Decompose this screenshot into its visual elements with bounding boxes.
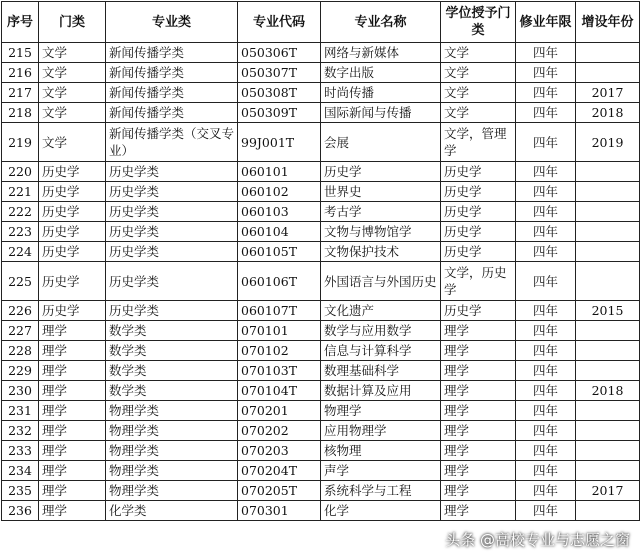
cell-add (576, 501, 640, 521)
cell-deg: 理学 (441, 481, 516, 501)
cell-name: 数理基础科学 (321, 361, 441, 381)
cell-cls: 化学类 (106, 501, 238, 521)
cell-add (576, 43, 640, 63)
cell-code: 070205T (238, 481, 321, 501)
table-row (2, 103, 640, 123)
cell-name: 核物理 (321, 441, 441, 461)
cell-name: 时尚传播 (321, 83, 441, 103)
cell-add: 2015 (576, 301, 640, 321)
cell-name: 声学 (321, 461, 441, 481)
cell-deg: 理学 (441, 381, 516, 401)
cell-deg: 理学 (441, 461, 516, 481)
cell-cls: 历史学类 (106, 202, 238, 222)
cell-cat: 理学 (39, 461, 106, 481)
table-row (2, 461, 640, 481)
table-row (2, 501, 640, 521)
cell-add (576, 321, 640, 341)
cell-yrs: 四年 (516, 461, 576, 481)
cell-cat: 历史学 (39, 242, 106, 262)
cell-deg: 文学，管理学 (441, 123, 516, 162)
cell-yrs: 四年 (516, 83, 576, 103)
cell-yrs: 四年 (516, 222, 576, 242)
cell-add (576, 441, 640, 461)
cell-name: 数学与应用数学 (321, 321, 441, 341)
cell-add: 2018 (576, 103, 640, 123)
header-degree: 学位授予门类 (441, 2, 516, 43)
majors-table (1, 1, 640, 521)
cell-yrs: 四年 (516, 501, 576, 521)
cell-code: 070104T (238, 381, 321, 401)
header-years: 修业年限 (516, 2, 576, 43)
cell-code: 070102 (238, 341, 321, 361)
cell-deg: 历史学 (441, 242, 516, 262)
table-row (2, 381, 640, 401)
cell-name: 网络与新媒体 (321, 43, 441, 63)
cell-yrs: 四年 (516, 401, 576, 421)
cell-cat: 文学 (39, 63, 106, 83)
cell-yrs: 四年 (516, 242, 576, 262)
cell-deg: 理学 (441, 401, 516, 421)
cell-yrs: 四年 (516, 262, 576, 301)
cell-name: 系统科学与工程 (321, 481, 441, 501)
cell-deg: 历史学 (441, 162, 516, 182)
cell-add (576, 262, 640, 301)
cell-name: 考古学 (321, 202, 441, 222)
cell-no: 233 (2, 441, 39, 461)
cell-no: 217 (2, 83, 39, 103)
cell-cls: 物理学类 (106, 481, 238, 501)
cell-deg: 历史学 (441, 182, 516, 202)
table-row (2, 202, 640, 222)
cell-code: 060104 (238, 222, 321, 242)
cell-cat: 历史学 (39, 182, 106, 202)
cell-deg: 理学 (441, 341, 516, 361)
cell-cls: 数学类 (106, 321, 238, 341)
cell-cls: 物理学类 (106, 421, 238, 441)
cell-no: 230 (2, 381, 39, 401)
cell-cat: 文学 (39, 83, 106, 103)
cell-cls: 历史学类 (106, 182, 238, 202)
cell-add (576, 461, 640, 481)
cell-yrs: 四年 (516, 123, 576, 162)
cell-no: 221 (2, 182, 39, 202)
cell-code: 060105T (238, 242, 321, 262)
table-row (2, 441, 640, 461)
cell-no: 229 (2, 361, 39, 381)
cell-cls: 新闻传播学类 (106, 83, 238, 103)
cell-name: 世界史 (321, 182, 441, 202)
table-row (2, 341, 640, 361)
table-row (2, 481, 640, 501)
cell-no: 232 (2, 421, 39, 441)
cell-no: 226 (2, 301, 39, 321)
cell-name: 文化遗产 (321, 301, 441, 321)
cell-name: 应用物理学 (321, 421, 441, 441)
table-row (2, 361, 640, 381)
cell-deg: 文学 (441, 103, 516, 123)
cell-add (576, 202, 640, 222)
cell-name: 外国语言与外国历史 (321, 262, 441, 301)
cell-cat: 历史学 (39, 202, 106, 222)
cell-code: 060102 (238, 182, 321, 202)
header-added: 增设年份 (576, 2, 640, 43)
cell-yrs: 四年 (516, 381, 576, 401)
header-no: 序号 (2, 2, 39, 43)
cell-no: 220 (2, 162, 39, 182)
cell-yrs: 四年 (516, 202, 576, 222)
cell-deg: 文学 (441, 63, 516, 83)
table-row (2, 222, 640, 242)
cell-cls: 数学类 (106, 381, 238, 401)
cell-deg: 理学 (441, 361, 516, 381)
cell-cat: 理学 (39, 321, 106, 341)
cell-no: 224 (2, 242, 39, 262)
cell-add (576, 361, 640, 381)
watermark: 头条 @高校专业与志愿之窗 (445, 531, 630, 549)
cell-cat: 文学 (39, 103, 106, 123)
cell-add (576, 341, 640, 361)
cell-cls: 物理学类 (106, 441, 238, 461)
cell-yrs: 四年 (516, 341, 576, 361)
cell-cls: 数学类 (106, 361, 238, 381)
cell-cat: 理学 (39, 341, 106, 361)
cell-no: 218 (2, 103, 39, 123)
cell-cls: 历史学类 (106, 242, 238, 262)
cell-add (576, 182, 640, 202)
cell-cat: 文学 (39, 43, 106, 63)
cell-code: 060101 (238, 162, 321, 182)
cell-cat: 历史学 (39, 162, 106, 182)
cell-no: 234 (2, 461, 39, 481)
cell-code: 060103 (238, 202, 321, 222)
cell-add (576, 63, 640, 83)
cell-no: 236 (2, 501, 39, 521)
cell-name: 国际新闻与传播 (321, 103, 441, 123)
cell-yrs: 四年 (516, 361, 576, 381)
cell-add: 2017 (576, 83, 640, 103)
cell-code: 050307T (238, 63, 321, 83)
cell-cls: 物理学类 (106, 461, 238, 481)
cell-name: 数据计算及应用 (321, 381, 441, 401)
cell-cls: 历史学类 (106, 301, 238, 321)
cell-cls: 历史学类 (106, 262, 238, 301)
cell-name: 信息与计算科学 (321, 341, 441, 361)
cell-code: 060106T (238, 262, 321, 301)
cell-name: 化学 (321, 501, 441, 521)
table-row (2, 43, 640, 63)
header-category: 门类 (39, 2, 106, 43)
cell-cat: 历史学 (39, 222, 106, 242)
cell-yrs: 四年 (516, 43, 576, 63)
cell-add (576, 242, 640, 262)
cell-cat: 理学 (39, 501, 106, 521)
header-class: 专业类 (106, 2, 238, 43)
cell-cat: 理学 (39, 381, 106, 401)
cell-deg: 理学 (441, 441, 516, 461)
cell-cat: 历史学 (39, 301, 106, 321)
cell-deg: 历史学 (441, 222, 516, 242)
cell-code: 070203 (238, 441, 321, 461)
table-row (2, 262, 640, 301)
cell-name: 会展 (321, 123, 441, 162)
cell-deg: 文学，历史学 (441, 262, 516, 301)
cell-cls: 历史学类 (106, 222, 238, 242)
cell-no: 216 (2, 63, 39, 83)
cell-deg: 理学 (441, 501, 516, 521)
cell-cat: 理学 (39, 401, 106, 421)
cell-cat: 历史学 (39, 262, 106, 301)
cell-cls: 新闻传播学类 (106, 43, 238, 63)
cell-add: 2017 (576, 481, 640, 501)
cell-add (576, 222, 640, 242)
cell-name: 物理学 (321, 401, 441, 421)
cell-yrs: 四年 (516, 321, 576, 341)
cell-cls: 新闻传播学类（交叉专业） (106, 123, 238, 162)
table-row (2, 182, 640, 202)
cell-cls: 数学类 (106, 341, 238, 361)
cell-code: 070103T (238, 361, 321, 381)
cell-deg: 理学 (441, 421, 516, 441)
cell-deg: 理学 (441, 321, 516, 341)
cell-code: 050309T (238, 103, 321, 123)
cell-no: 227 (2, 321, 39, 341)
cell-no: 223 (2, 222, 39, 242)
header-name: 专业名称 (321, 2, 441, 43)
table-row (2, 401, 640, 421)
cell-yrs: 四年 (516, 162, 576, 182)
cell-cat: 理学 (39, 361, 106, 381)
cell-code: 050308T (238, 83, 321, 103)
cell-cat: 文学 (39, 123, 106, 162)
cell-no: 222 (2, 202, 39, 222)
cell-no: 215 (2, 43, 39, 63)
header-code: 专业代码 (238, 2, 321, 43)
cell-yrs: 四年 (516, 63, 576, 83)
cell-code: 070204T (238, 461, 321, 481)
cell-no: 228 (2, 341, 39, 361)
cell-cls: 新闻传播学类 (106, 63, 238, 83)
cell-deg: 文学 (441, 83, 516, 103)
table-row (2, 301, 640, 321)
cell-code: 050306T (238, 43, 321, 63)
cell-code: 070201 (238, 401, 321, 421)
cell-add: 2019 (576, 123, 640, 162)
cell-no: 231 (2, 401, 39, 421)
cell-cat: 理学 (39, 421, 106, 441)
cell-cat: 理学 (39, 481, 106, 501)
cell-yrs: 四年 (516, 301, 576, 321)
cell-add (576, 162, 640, 182)
cell-name: 历史学 (321, 162, 441, 182)
cell-name: 文物保护技术 (321, 242, 441, 262)
cell-add: 2018 (576, 381, 640, 401)
cell-deg: 历史学 (441, 202, 516, 222)
cell-cat: 理学 (39, 441, 106, 461)
cell-cls: 新闻传播学类 (106, 103, 238, 123)
cell-no: 235 (2, 481, 39, 501)
cell-yrs: 四年 (516, 481, 576, 501)
cell-yrs: 四年 (516, 421, 576, 441)
table-row (2, 162, 640, 182)
cell-cls: 历史学类 (106, 162, 238, 182)
cell-code: 99J001T (238, 123, 321, 162)
cell-no: 219 (2, 123, 39, 162)
cell-yrs: 四年 (516, 103, 576, 123)
table-row (2, 421, 640, 441)
table-row (2, 63, 640, 83)
table-header-row (2, 2, 640, 43)
table-row (2, 123, 640, 162)
table-row (2, 83, 640, 103)
cell-code: 070101 (238, 321, 321, 341)
table-row (2, 321, 640, 341)
cell-add (576, 401, 640, 421)
cell-yrs: 四年 (516, 441, 576, 461)
cell-name: 文物与博物馆学 (321, 222, 441, 242)
cell-yrs: 四年 (516, 182, 576, 202)
cell-deg: 历史学 (441, 301, 516, 321)
cell-code: 060107T (238, 301, 321, 321)
cell-code: 070301 (238, 501, 321, 521)
cell-no: 225 (2, 262, 39, 301)
cell-add (576, 421, 640, 441)
cell-name: 数字出版 (321, 63, 441, 83)
table-row (2, 242, 640, 262)
cell-deg: 文学 (441, 43, 516, 63)
cell-cls: 物理学类 (106, 401, 238, 421)
cell-code: 070202 (238, 421, 321, 441)
